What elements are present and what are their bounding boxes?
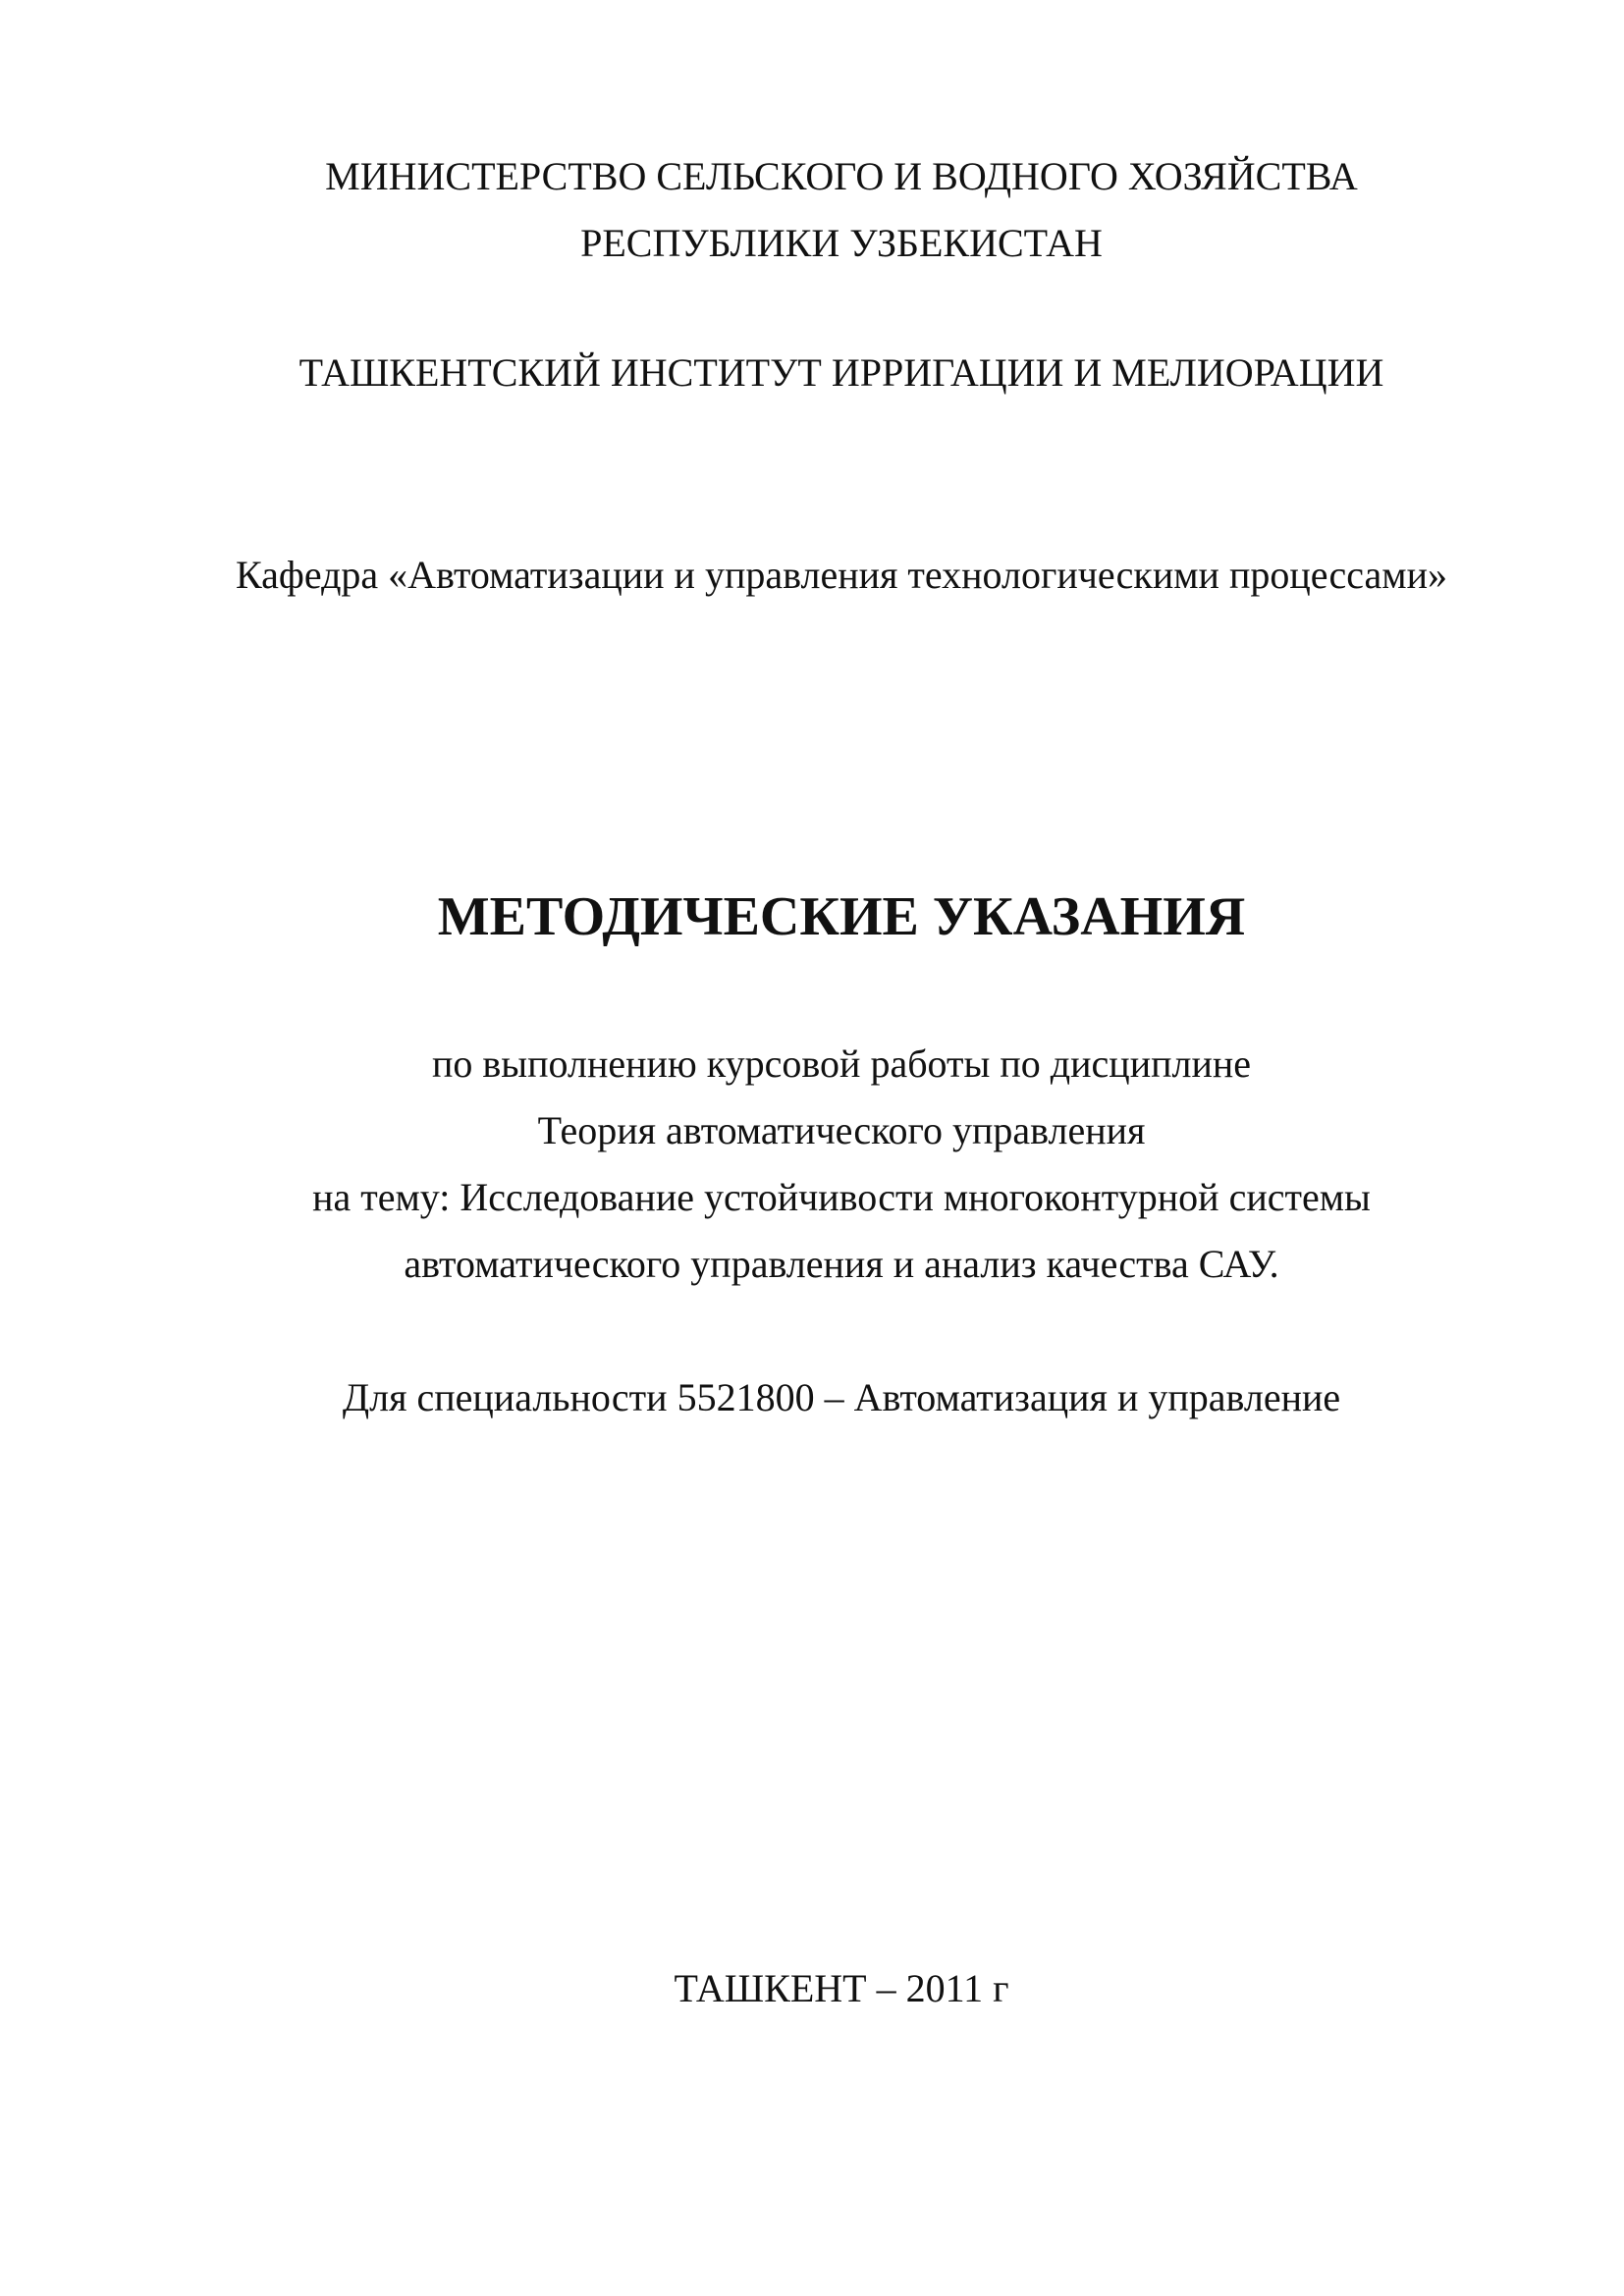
institute-name: ТАШКЕНТСКИЙ ИНСТИТУТ ИРРИГАЦИИ И МЕЛИОРАЦИИ (298, 350, 1384, 395)
department-name: Кафедра «Автоматизации и управления технологическими процессами» (236, 553, 1447, 597)
document-title: МЕТОДИЧЕСКИЕ УКАЗАНИЯ (437, 886, 1246, 947)
subtitle-line-4: автоматического управления и анализ качества САУ. (404, 1242, 1279, 1286)
ministry-name-line-1: МИНИСТЕРСТВО СЕЛЬСКОГО И ВОДНОГО ХОЗЯЙСТВА (325, 154, 1358, 198)
ministry-name-line-2: РЕСПУБЛИКИ УЗБЕКИСТАН (580, 221, 1103, 265)
specialty-line: Для специальности 5521800 – Автоматизация и управление (342, 1375, 1341, 1419)
subtitle-line-3: на тему: Исследование устойчивости многоконтурной системы (312, 1175, 1371, 1219)
subtitle-line-2: Теория автоматического управления (537, 1108, 1146, 1152)
city-year: ТАШКЕНТ – 2011 г (674, 1966, 1009, 2010)
subtitle-line-1: по выполнению курсовой работы по дисциплине (431, 1041, 1252, 1086)
